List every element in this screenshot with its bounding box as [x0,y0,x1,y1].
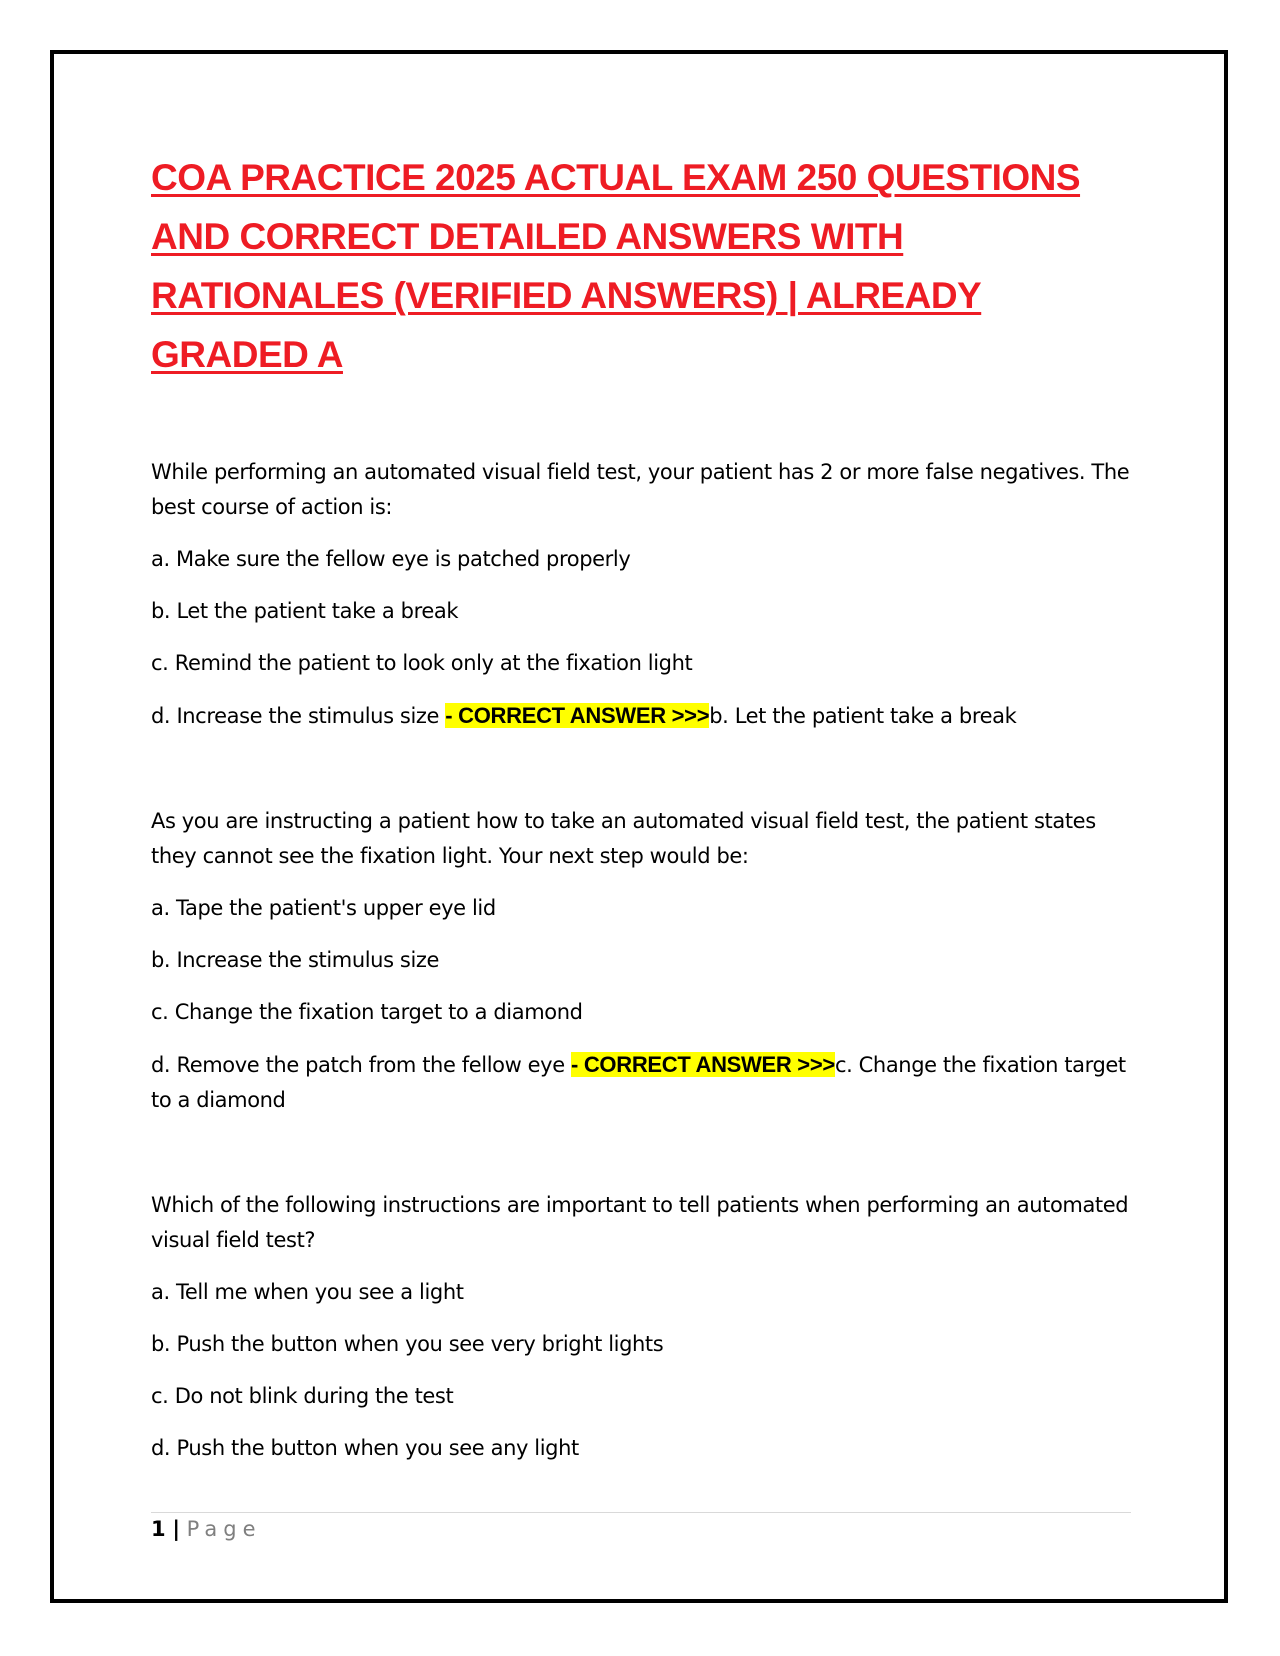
page-footer [151,1512,1131,1541]
question-text: Which of the following instructions are important to tell patients when performing an automated visual field test? [151,1193,1129,1252]
question-2 [151,804,1131,1118]
page-number: 1 [151,1517,166,1541]
option-a: a. Tape the patient's upper eye lid [151,896,496,920]
option-a: a. Tell me when you see a light [151,1280,464,1304]
option-a: a. Make sure the fellow eye is patched properly [151,547,631,571]
question-3 [151,1188,1131,1466]
option-d: d. Increase the stimulus size [151,704,446,728]
question-1 [151,455,1131,734]
question-text: As you are instructing a patient how to take an automated visual field test, the patient states they cannot see the fixation light. Your next step would be: [151,809,1096,868]
correct-answer-text: c. Change the fixation target to a diamond [151,1053,1126,1112]
option-c: c. Change the fixation target to a diamond [151,1000,583,1024]
page-separator: | [172,1517,180,1541]
option-d: d. Remove the patch from the fellow eye [151,1053,571,1077]
option-d: d. Push the button when you see any light [151,1436,579,1460]
page-label: Page [186,1517,262,1541]
option-d-with-answer [151,698,1131,734]
questions-list [151,455,1131,1466]
option-b: b. Increase the stimulus size [151,948,440,972]
option-c: c. Do not blink during the test [151,1384,454,1408]
option-b: b. Let the patient take a break [151,599,459,623]
option-b: b. Push the button when you see very bright lights [151,1332,664,1356]
option-c: c. Remind the patient to look only at the fixation light [151,651,693,675]
document-body [151,148,1131,1536]
correct-answer-label: - CORRECT ANSWER >>> [445,703,710,728]
option-d-with-answer [151,1047,1131,1118]
correct-answer-text: b. Let the patient take a break [709,704,1017,728]
document-title: COA PRACTICE 2025 ACTUAL EXAM 250 QUESTIONS AND CORRECT DETAILED ANSWERS WITH RATIONALES (VERIFIED ANSWERS) | ALREADY GRADED A [151,157,1081,375]
correct-answer-label: - CORRECT ANSWER >>> [571,1052,835,1077]
question-text: While performing an automated visual field test, your patient has 2 or more false negatives. The best course of action is: [151,460,1130,519]
